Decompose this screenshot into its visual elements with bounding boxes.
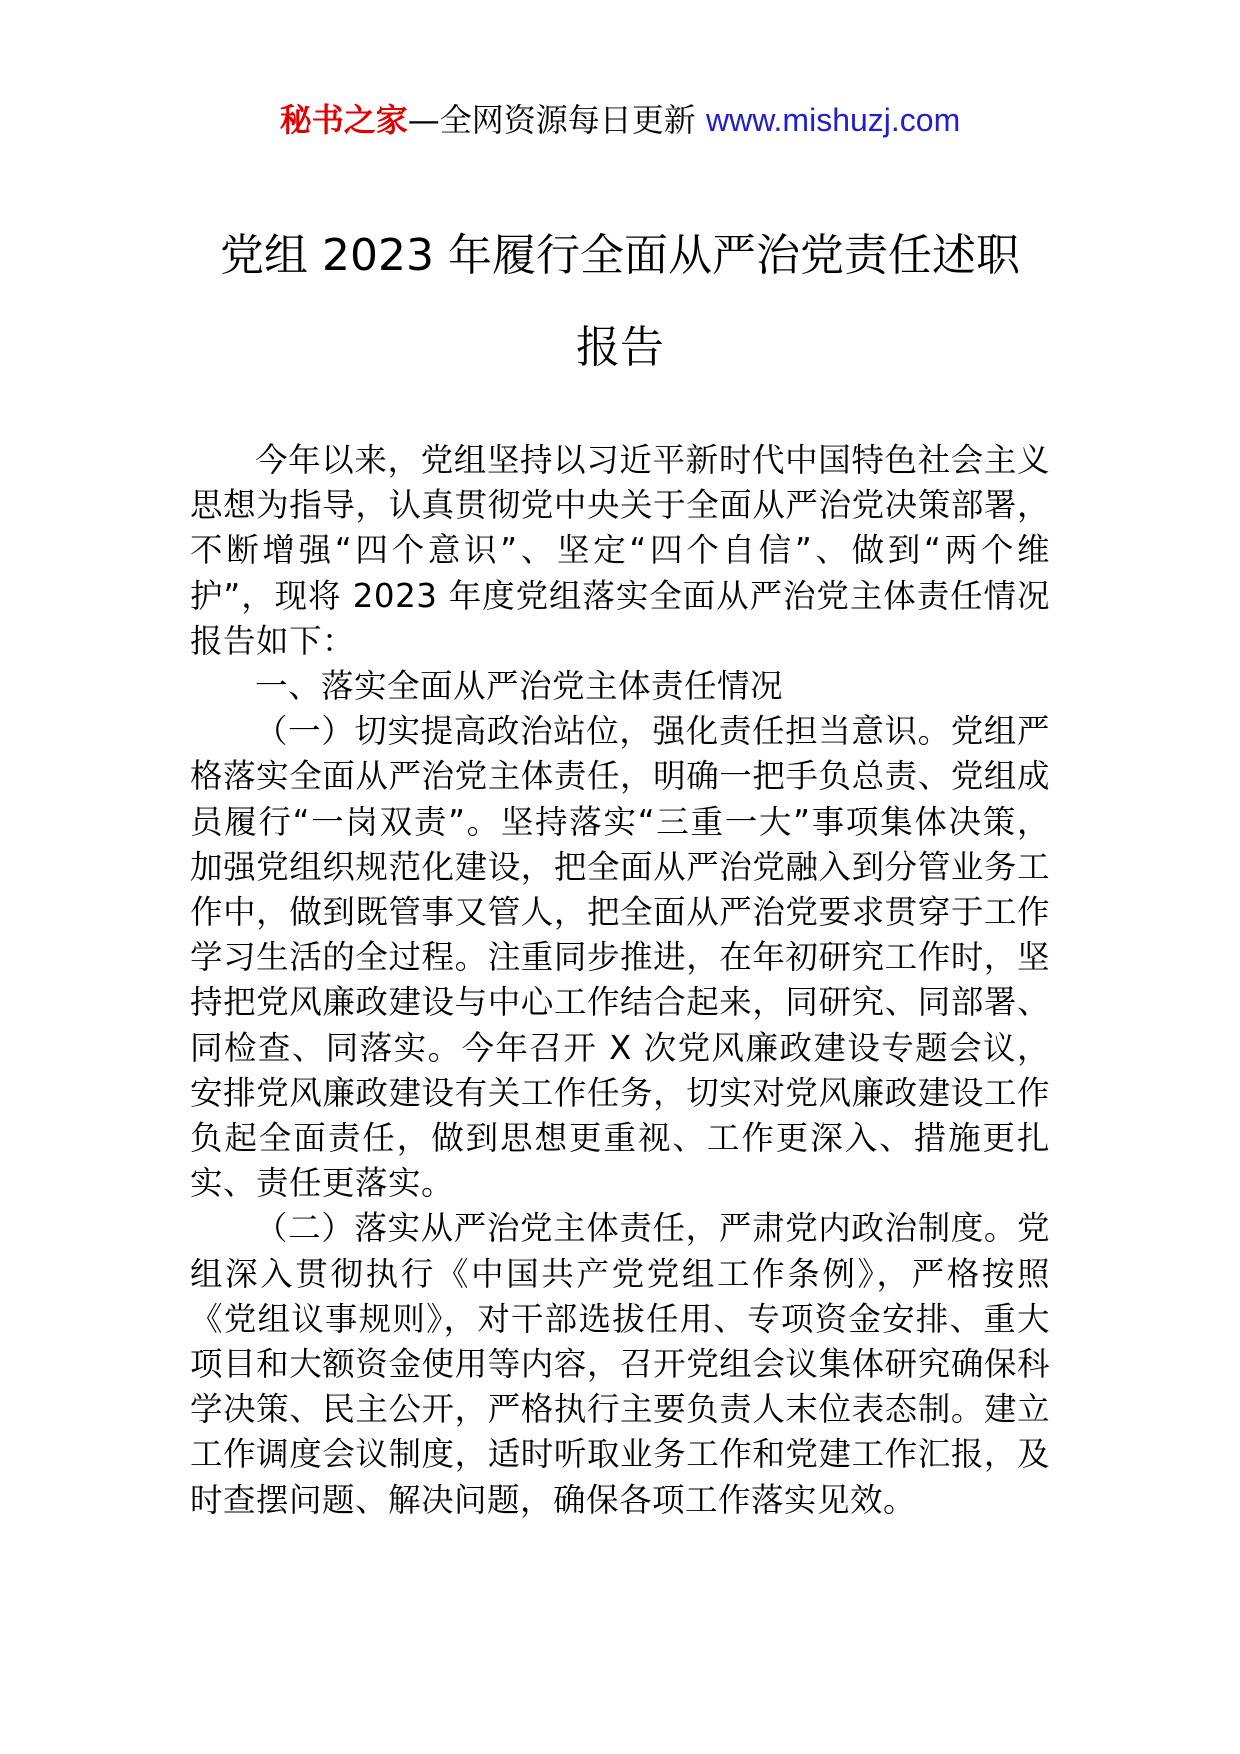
site-header xyxy=(0,100,1240,140)
intro-paragraph: 今年以来，党组坚持以习近平新时代中国特色社会主义思想为指导，认真贯彻党中央关于全面从严治党决策部署，不断增强“四个意识”、坚定“四个自信”、做到“两个维护”，现将 2023 年度党组落实全面从严治党主体责任情况报告如下： xyxy=(190,441,1050,660)
site-tagline: —全网资源每日更新 xyxy=(407,101,706,139)
title-line-2: 报告 xyxy=(576,322,664,373)
section-heading: 一、落实全面从严治党主体责任情况 xyxy=(255,667,784,706)
body-paragraph: （一）切实提高政治站位，强化责任担当意识。党组严格落实全面从严治党主体责任，明确一把手负总责、党组成员履行“一岗双责”。坚持落实“三重一大”事项集体决策，加强党组织规范化建设，把全面从严治党融入到分管业务工作中，做到既管事又管人，把全面从严治党要求贯穿于工作学习生活的全过程。注重同步推进，在年初研究工作时，坚持把党风廉政建设与中心工作结合起来，同研究、同部署、同检查、同落实。今年召开 X 次党风廉政建设专题会议，安排党风廉政建设有关工作任务，切实对党风廉政建设工作负起全面责任，做到思想更重视、工作更深入、措施更扎实、责任更落实。 xyxy=(190,712,1050,1203)
site-url-link[interactable]: www.mishuzj.com xyxy=(705,102,961,138)
document-title xyxy=(0,210,1240,394)
site-brand: 秘书之家 xyxy=(279,101,408,139)
body-paragraph: （二）落实从严治党主体责任，严肃党内政治制度。党组深入贯彻执行《中国共产党党组工作条例》，严格按照《党组议事规则》，对干部选拔任用、专项资金安排、重大项目和大额资金使用等内容，召开党组会议集体研究确保科学决策、民主公开，严格执行主要负责人末位表态制。建立工作调度会议制度，适时听取业务工作和党建工作汇报，及时查摆问题、解决问题，确保各项工作落实见效。 xyxy=(190,1209,1050,1519)
document-body xyxy=(190,438,1050,1523)
title-line-1: 党组 2023 年履行全面从严治党责任述职 xyxy=(220,230,1020,281)
